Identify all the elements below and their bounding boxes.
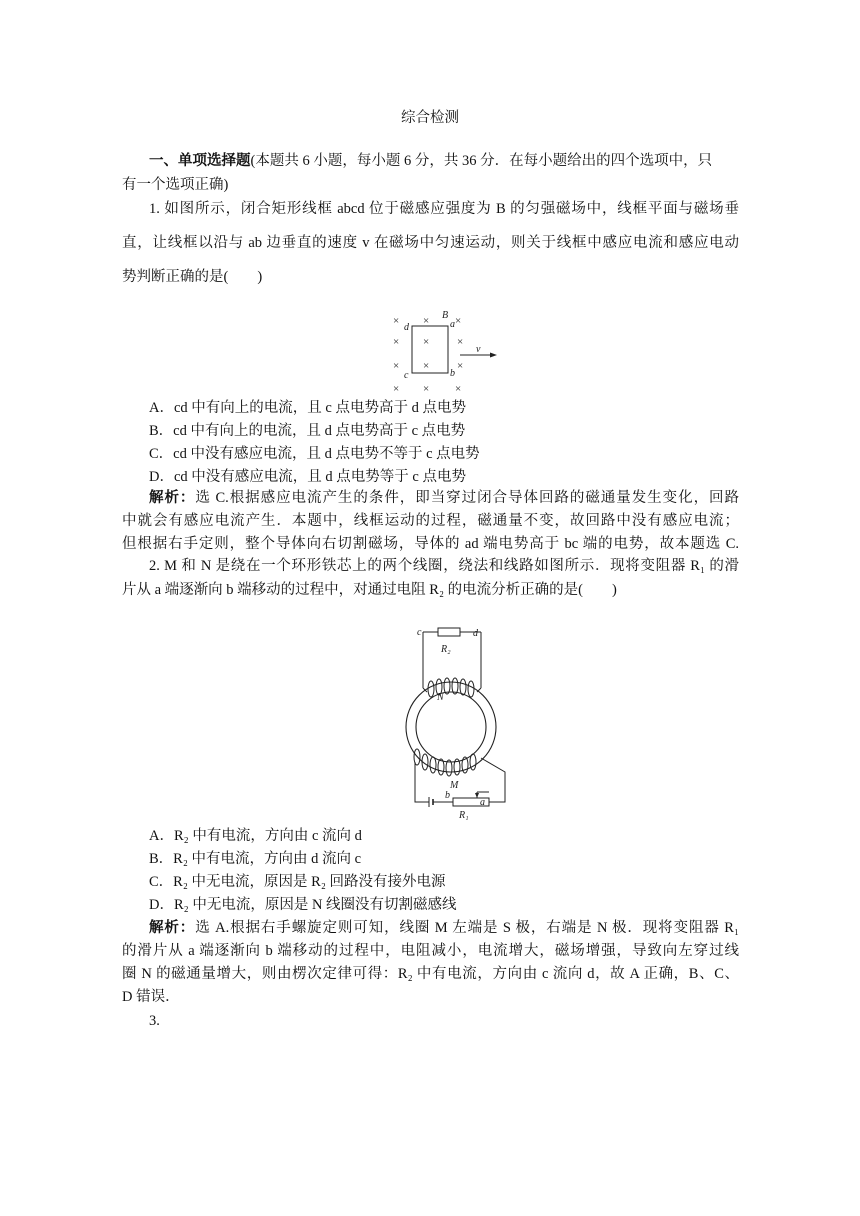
iron-core-inner [416, 692, 486, 762]
field-cross: × [457, 360, 464, 372]
q2-stem-line1: 2. M 和 N 是绕在一个环形铁芯上的两个线圈，绕法和线路如图所示．现将变阻器 R₁ 的滑 [149, 558, 739, 574]
label-n: N [437, 692, 444, 703]
q1-figure [380, 306, 510, 396]
q2-stem-line2: 片从 a 端逐渐向 b 端移动的过程中，对通过电阻 R₂ 的电流分析正确的是( ) [122, 582, 617, 598]
q2-figure [405, 622, 525, 822]
label-d: d [404, 322, 409, 333]
field-cross: × [455, 383, 462, 395]
resistor-r2 [438, 628, 460, 636]
field-cross: × [455, 315, 462, 327]
q2-option-b: B．R₂ 中有电流，方向由 d 流向 c [149, 851, 362, 867]
label-v: v [476, 344, 481, 355]
section-intro-line1 [149, 151, 739, 171]
q2-option-a: A．R₂ 中有电流，方向由 c 流向 d [149, 828, 362, 844]
field-cross: × [393, 360, 400, 372]
q1-analysis-line1: 解析：选 C.根据感应电流产生的条件，即当穿过闭合导体回路的磁通量发生变化，回路 [149, 490, 739, 506]
field-cross: × [393, 336, 400, 348]
label-d: d [473, 628, 478, 639]
field-cross: × [393, 383, 400, 395]
field-cross: × [423, 336, 430, 348]
label-b: b [445, 790, 450, 801]
label-r2: R₂ [441, 644, 451, 655]
q3-number: 3. [149, 1013, 160, 1029]
page-title: 综合检测 [401, 110, 459, 126]
wire-frame [412, 326, 448, 373]
q2-analysis-line2: 的滑片从 a 端逐渐向 b 端移动的过程中，电阻减小，电流增大，磁场增强，导致向左穿过线 [122, 943, 739, 959]
field-cross: × [457, 336, 464, 348]
q2-option-d: D．R₂ 中无电流，原因是 N 线圈没有切割磁感线 [149, 897, 457, 913]
velocity-arrowhead [490, 353, 497, 358]
q1-option-c: C．cd 中没有感应电流，且 d 点电势不等于 c 点电势 [149, 446, 480, 462]
label-B: B [442, 310, 449, 321]
label-a: a [450, 319, 455, 330]
field-cross: × [423, 360, 430, 372]
section-heading: 一、单项选择题 [149, 153, 251, 169]
label-r1: R₁ [459, 810, 469, 821]
field-cross: × [393, 315, 400, 327]
q1-stem-line1: 1. 如图所示，闭合矩形线框 abcd 位于磁感应强度为 B 的匀强磁场中，线框平面与磁场垂 [149, 201, 739, 217]
q1-option-a: A．cd 中有向上的电流，且 c 点电势高于 d 点电势 [149, 400, 466, 416]
q1-option-b: B．cd 中有向上的电流，且 d 点电势高于 c 点电势 [149, 423, 466, 439]
analysis-label: 解析： [149, 920, 196, 936]
section-intro-line2: 有一个选项正确) [122, 177, 229, 193]
label-m: M [450, 780, 459, 791]
label-c: c [417, 627, 422, 638]
q2-option-c: C．R₂ 中无电流，原因是 R₂ 回路没有接外电源 [149, 874, 446, 890]
q1-analysis-line3: 但根据右手定则，整个导体向右切割磁场，导体的 ad 端电势高于 bc 端的电势，故本题选 C. [122, 536, 739, 552]
analysis-label: 解析： [149, 490, 196, 506]
q1-stem-line2: 直，让线框以沿与 ab 边垂直的速度 v 在磁场中匀速运动，则关于线框中感应电流和感应电动 [122, 235, 739, 251]
q2-analysis-line3: 圈 N 的磁通量增大，则由楞次定律可得：R₂ 中有电流，方向由 c 流向 d，故 A 正确，B、C、 [122, 966, 739, 982]
q2-analysis-line1: 解析：选 A.根据右手螺旋定则可知，线圈 M 左端是 S 极，右端是 N 极．现将变阻器 R₁ [149, 920, 740, 936]
q1-option-d: D．cd 中没有感应电流，且 d 点电势等于 c 点电势 [149, 469, 466, 485]
q2-analysis-line4: D 错误． [122, 989, 180, 1005]
label-b: b [450, 368, 455, 379]
q1-analysis-line2: 中就会有感应电流产生．本题中，线框运动的过程，磁通量不变，故回路中没有感应电流； [122, 513, 739, 529]
coil-n [428, 678, 474, 697]
label-a: a [480, 797, 485, 808]
section-intro: (本题共 6 小题，每小题 6 分，共 36 分．在每小题给出的四个选项中，只 [250, 153, 713, 169]
label-c: c [404, 370, 409, 381]
q1-stem-line3: 势判断正确的是( ) [122, 269, 263, 285]
field-cross: × [423, 383, 430, 395]
field-cross: × [423, 315, 430, 327]
